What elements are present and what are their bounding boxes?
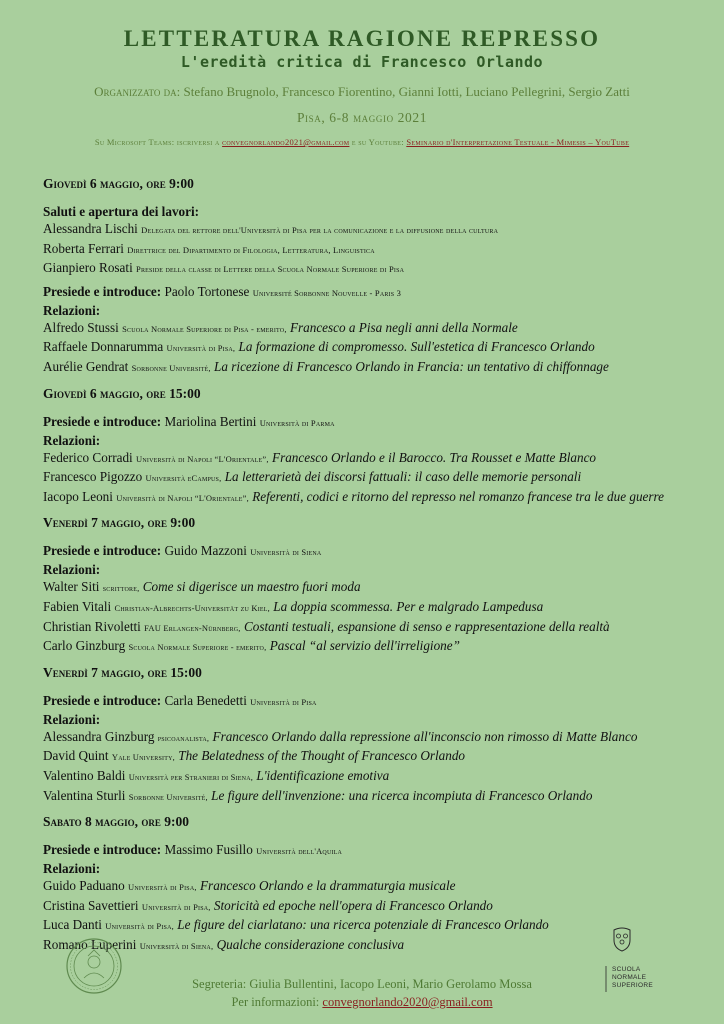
speaker-affiliation: scrittore, — [102, 583, 140, 594]
talk-title: Francesco Orlando e la drammaturgia musicale — [200, 878, 456, 894]
info-line — [0, 993, 724, 1011]
talk-title: Francesco Orlando dalla repressione all'inconscio non rimosso di Matte Blanco — [212, 728, 638, 744]
list-item — [43, 488, 693, 508]
list-item — [43, 637, 693, 657]
speaker-affiliation: Università di Napoli “L'Orientale”, — [136, 453, 269, 464]
speaker-affiliation: Università eCampus, — [145, 473, 222, 484]
list-item — [43, 319, 693, 339]
talk-title: Francesco a Pisa negli anni della Normale — [289, 319, 518, 335]
talk-title: Le figure del ciarlatano: una ricerca potenziale di Francesco Orlando — [177, 917, 549, 933]
list-item — [43, 916, 693, 936]
speaker-affiliation: Yale University, — [111, 752, 175, 763]
info-label: Per informazioni: — [231, 995, 320, 1009]
talks-heading: Relazioni: — [43, 302, 101, 318]
list-item — [43, 728, 693, 748]
speaker-name: Fabien Vitali — [43, 598, 112, 614]
teams-email-link[interactable]: convegnorlando2021@gmail.com — [222, 137, 350, 147]
list-item — [43, 338, 693, 358]
chair-affiliation: Università dell'Aquila — [256, 846, 343, 857]
chair-name: Massimo Fusillo — [164, 842, 253, 858]
talk-title: Le figure dell'invenzione: una ricerca incompiuta di Francesco Orlando — [211, 787, 593, 803]
session-day: Sabato 8 maggio, ore 9:00 — [43, 814, 190, 830]
session-friday-afternoon — [43, 665, 693, 806]
session-friday-morning — [43, 515, 693, 656]
chair-name: Carla Benedetti — [164, 692, 247, 708]
chair-label: Presiede e introduce: — [43, 543, 162, 559]
chair-label: Presiede e introduce: — [43, 283, 162, 299]
speaker-name: Francesco Pigozzo — [43, 469, 143, 485]
talk-title: Pascal “al servizio dell'irreligione” — [269, 638, 460, 654]
speaker-affiliation: Università di Pisa, — [166, 343, 236, 354]
talk-title: La doppia scommessa. Per e malgrado Lampedusa — [273, 598, 544, 614]
talk-title: La ricezione di Francesco Orlando in Francia: un tentativo di chiffonnage — [214, 358, 609, 374]
chair-affiliation: Università di Parma — [259, 417, 335, 428]
speaker-affiliation: Sorbonne Université, — [131, 362, 211, 373]
talks-heading: Relazioni: — [43, 861, 101, 877]
chair-name: Mariolina Bertini — [164, 413, 257, 429]
speaker-name: Valentina Sturli — [43, 787, 126, 803]
chair-affiliation: Università di Pisa — [250, 696, 317, 707]
session-thursday-afternoon — [43, 386, 693, 508]
header — [0, 26, 724, 148]
chair-name: Paolo Tortonese — [164, 283, 250, 299]
speaker-name: Carlo Ginzburg — [43, 638, 126, 654]
speaker-name: David Quint — [43, 748, 109, 764]
list-item — [43, 618, 693, 638]
chair-line — [43, 283, 693, 302]
session-day: Venerdì 7 maggio, ore 9:00 — [43, 515, 196, 531]
speaker-name: Iacopo Leoni — [43, 488, 113, 504]
chair-affiliation: Università di Siena — [250, 547, 322, 558]
speaker-affiliation: Christian-Albrechts-Universität zu Kiel, — [114, 602, 270, 613]
list-item — [43, 358, 693, 378]
speaker-affiliation: Preside della classe di Lettere della Scuola Normale Superiore di Pisa — [136, 264, 405, 275]
contact-block — [0, 975, 724, 1011]
speaker-name: Alfredo Stussi — [43, 319, 119, 335]
talk-title: Come si digerisce un maestro fuori moda — [142, 579, 361, 595]
session-saturday-morning — [43, 814, 693, 955]
program — [43, 176, 693, 963]
page-title: LETTERATURA RAGIONE REPRESSO — [123, 26, 601, 51]
speaker-affiliation: Università di Siena, — [139, 940, 214, 951]
speaker-affiliation: Università di Pisa, — [105, 921, 174, 932]
sns-line-2: NORMALE — [612, 974, 647, 981]
list-item — [43, 220, 693, 240]
speaker-name: Christian Rivoletti — [43, 618, 141, 634]
talk-title: Francesco Orlando e il Barocco. Tra Rousset e Matte Blanco — [272, 449, 597, 465]
talks-heading: Relazioni: — [43, 562, 101, 578]
speaker-affiliation: psicoanalista, — [157, 732, 210, 743]
talks-heading: Relazioni: — [43, 711, 101, 727]
page-subtitle: L'eredità critica di Francesco Orlando — [180, 53, 544, 71]
secretary-line: Segreteria: Giulia Bullentini, Iacopo Leoni, Mario Gerolamo Mossa — [192, 977, 532, 991]
speaker-name: Romano Luperini — [43, 936, 137, 952]
talk-title: La formazione di compromesso. Sull'estetica di Francesco Orlando — [238, 339, 595, 355]
speaker-name: Federico Corradi — [43, 449, 133, 465]
speaker-affiliation: Sorbonne Université, — [128, 791, 208, 802]
speaker-affiliation: Università di Pisa, — [127, 882, 197, 893]
chair-label: Presiede e introduce: — [43, 413, 162, 429]
list-item — [43, 449, 693, 469]
chair-affiliation: Université Sorbonne Nouvelle - Paris 3 — [252, 287, 402, 298]
talk-title: L'identificazione emotiva — [256, 767, 390, 783]
chair-label: Presiede e introduce: — [43, 842, 162, 858]
speaker-name: Raffaele Donnarumma — [43, 339, 164, 355]
speaker-affiliation: Università per Stranieri di Siena, — [128, 771, 254, 782]
list-item — [43, 767, 693, 787]
sns-line-3: SUPERIORE — [612, 982, 653, 989]
speaker-name: Alessandra Lischi — [43, 221, 138, 236]
list-item — [43, 936, 693, 956]
youtube-text: e su Youtube: — [351, 137, 404, 147]
talk-title: Storicità ed epoche nell'opera di Francesco Orlando — [213, 897, 493, 913]
place-date: Pisa, 6-8 maggio 2021 — [296, 110, 428, 125]
speaker-name: Walter Siti — [43, 579, 100, 595]
chair-label: Presiede e introduce: — [43, 692, 162, 708]
speaker-name: Luca Danti — [43, 917, 102, 933]
session-thursday-morning — [43, 176, 693, 378]
list-item — [43, 877, 693, 897]
list-item — [43, 598, 693, 618]
chair-line — [43, 542, 693, 561]
speaker-affiliation: Scuola Normale Superiore di Pisa - emerito, — [122, 323, 287, 334]
organizers — [0, 84, 724, 100]
teams-text: Su Microsoft Teams: iscriversi a — [94, 137, 220, 147]
speaker-affiliation: Delegata del rettore dell'Università di Pisa per la comunicazione e la diffusione della cultura — [141, 225, 499, 235]
list-item — [43, 468, 693, 488]
chair-line — [43, 413, 693, 432]
chair-line — [43, 692, 693, 711]
session-day: Giovedì 6 maggio, ore 9:00 — [43, 176, 194, 191]
speaker-name: Alessandra Ginzburg — [43, 728, 155, 744]
session-day: Giovedì 6 maggio, ore 15:00 — [43, 385, 201, 401]
speaker-affiliation: FAU Erlangen-Nürnberg, — [144, 622, 241, 633]
list-item — [43, 747, 693, 767]
talk-title: Referenti, codici e ritorno del represso nel romanzo francese tra le due guerre — [252, 488, 665, 504]
list-item — [43, 259, 693, 279]
talk-title: Qualche considerazione conclusiva — [216, 936, 405, 952]
chair-name: Guido Mazzoni — [164, 543, 247, 559]
info-email-link[interactable]: convegnorlando2020@gmail.com — [322, 995, 493, 1009]
opening-heading: Saluti e apertura dei lavori: — [43, 204, 200, 219]
speaker-affiliation: Scuola Normale Superiore - emerito, — [128, 642, 267, 653]
talk-title: Costanti testuali, espansione di senso e rappresentazione della realtà — [243, 618, 610, 634]
talk-title: The Belatedness of the Thought of Francesco Orlando — [178, 748, 466, 764]
organizers-label: Organizzato da: — [94, 84, 181, 99]
talk-title: La letterarietà dei discorsi fattuali: il caso delle memorie personali — [224, 469, 582, 485]
youtube-link[interactable]: Seminario d'Interpretazione Testuale - Mimesis – YouTube — [406, 137, 630, 147]
streaming-info — [0, 136, 724, 148]
speaker-affiliation: Università di Pisa, — [141, 901, 211, 912]
list-item — [43, 897, 693, 917]
organizers-names: Stefano Brugnolo, Francesco Fiorentino, Gianni Iotti, Luciano Pellegrini, Sergio Zatti — [183, 84, 630, 99]
speaker-name: Guido Paduano — [43, 878, 125, 894]
sns-line-1: SCUOLA — [612, 966, 641, 973]
list-item — [43, 240, 693, 260]
session-day: Venerdì 7 maggio, ore 15:00 — [43, 664, 202, 680]
speaker-name: Cristina Savettieri — [43, 897, 139, 913]
list-item — [43, 787, 693, 807]
list-item — [43, 578, 693, 598]
speaker-affiliation: Università di Napoli “L'Orientale”, — [116, 492, 249, 503]
speaker-name: Roberta Ferrari — [43, 240, 124, 256]
chair-line — [43, 841, 693, 860]
speaker-name: Gianpiero Rosati — [43, 260, 133, 276]
talks-heading: Relazioni: — [43, 432, 101, 448]
speaker-affiliation: Direttrice del Dipartimento di Filologia, Letteratura, Linguistica — [127, 244, 375, 255]
speaker-name: Aurélie Gendrat — [43, 358, 129, 374]
speaker-name: Valentino Baldi — [43, 767, 126, 783]
